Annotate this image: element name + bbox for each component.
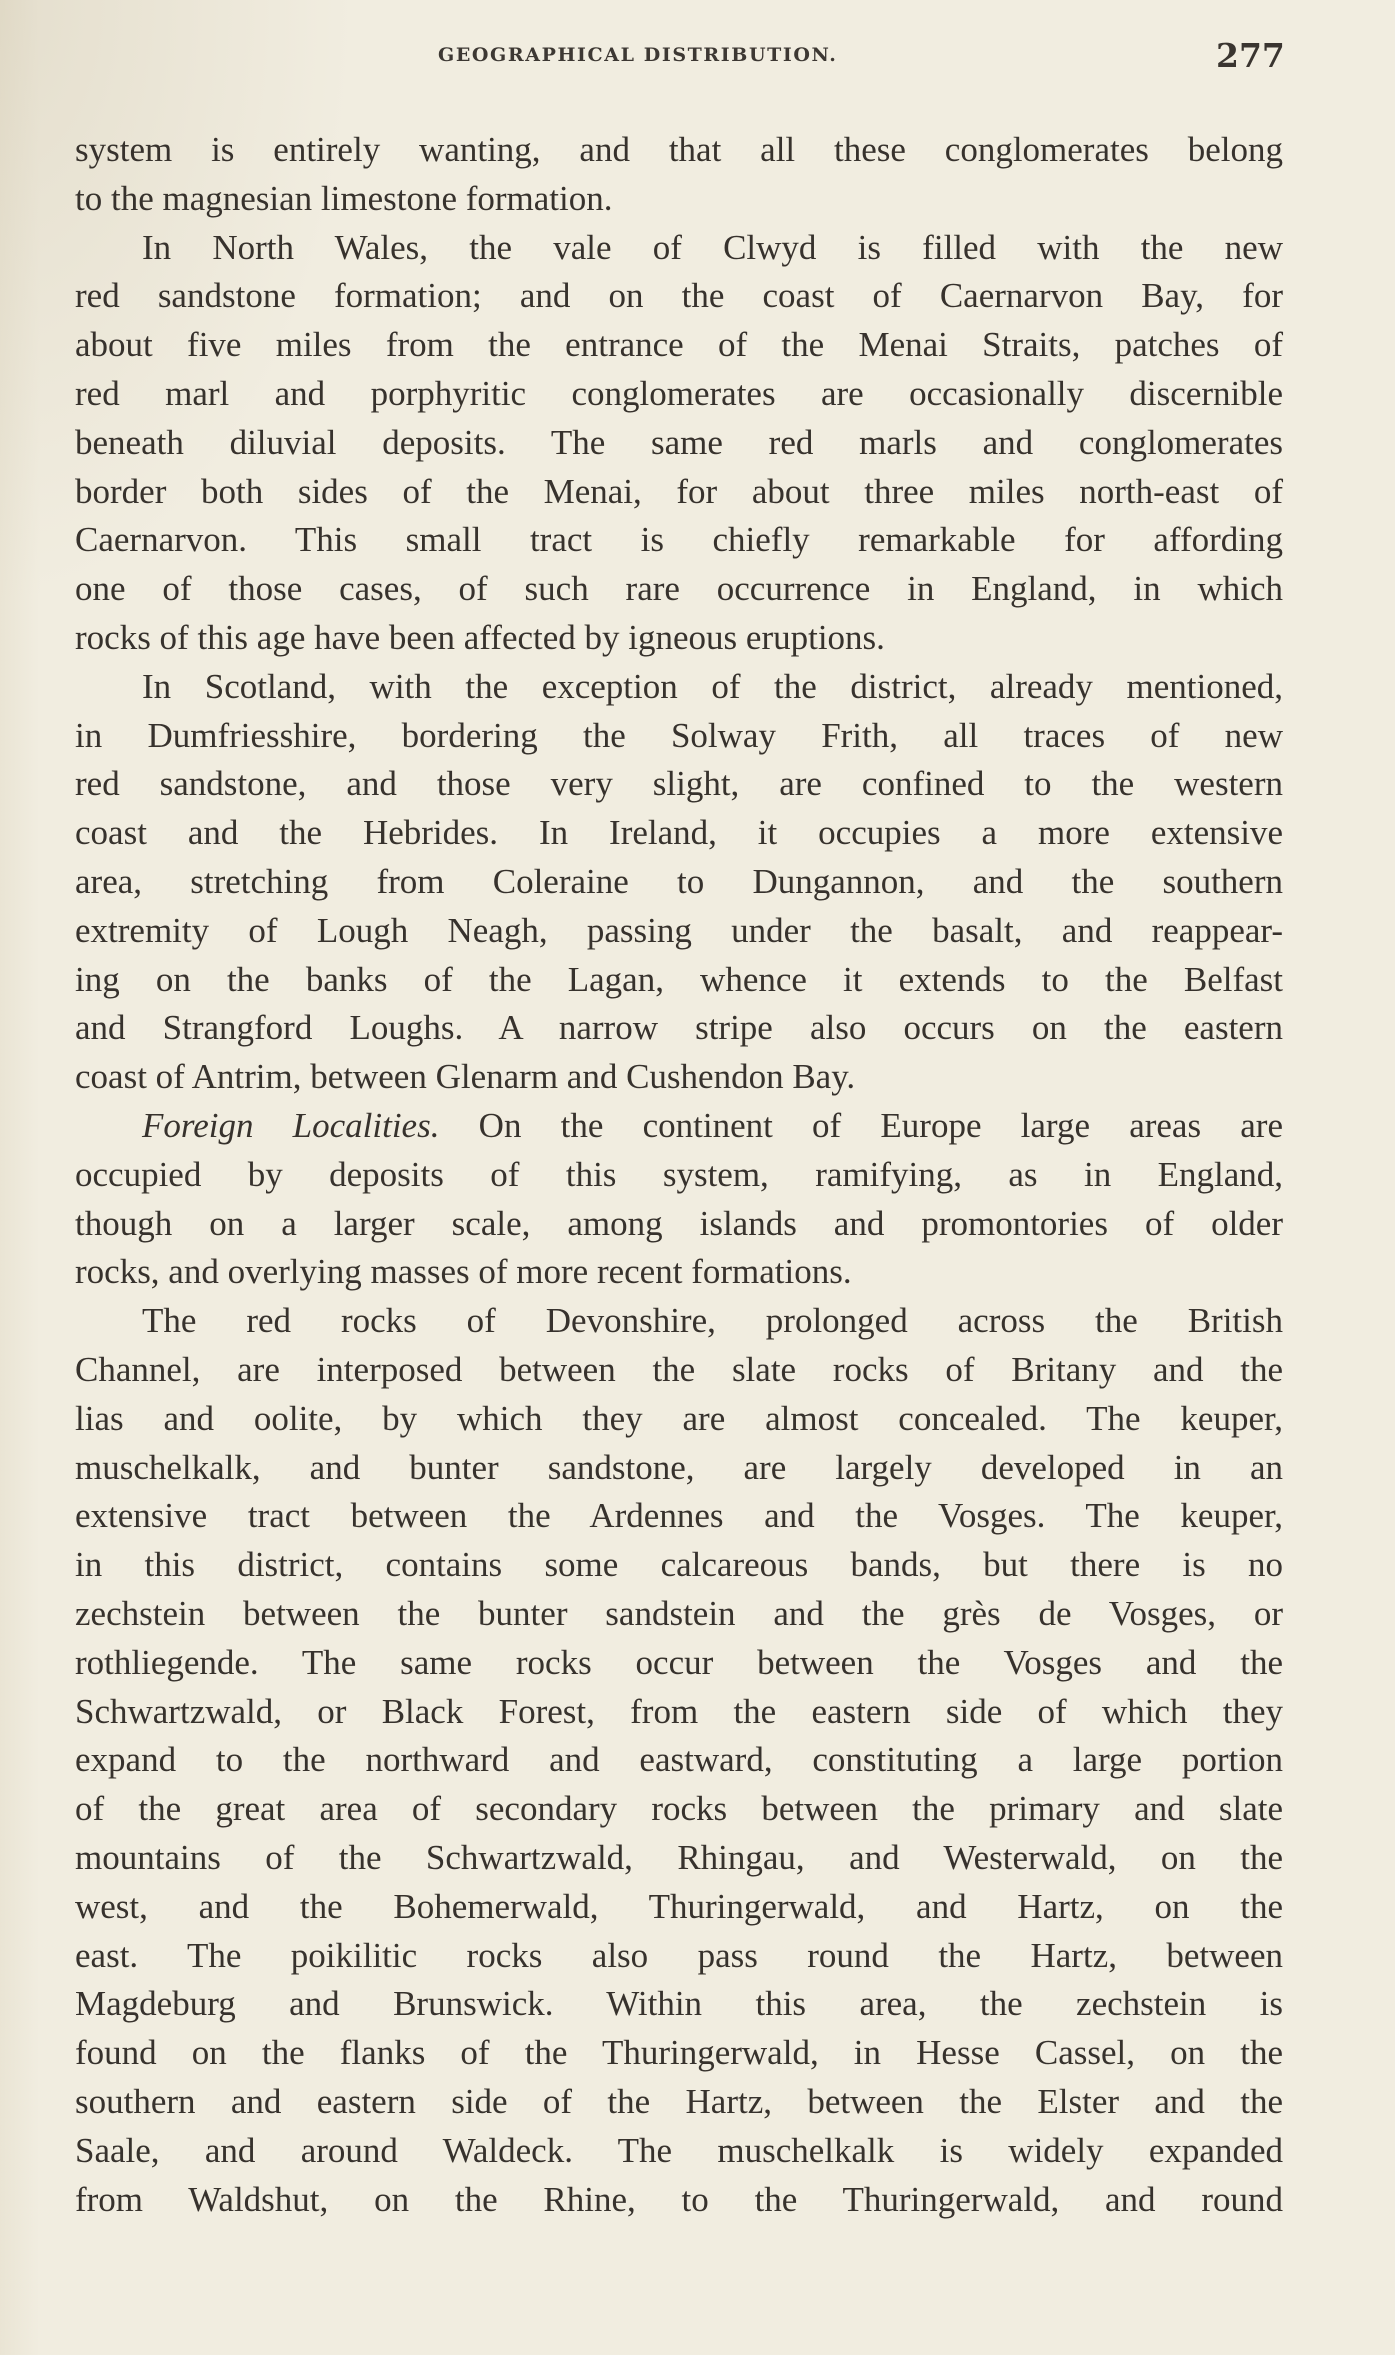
text-line: ing on the banks of the Lagan, whence it extends to the Belfast [75, 959, 1283, 999]
text-line: from Waldshut, on the Rhine, to the Thuringerwald, and round [75, 2179, 1283, 2219]
text-line: extremity of Lough Neagh, passing under the basalt, and reappear- [75, 910, 1283, 950]
text-line: border both sides of the Menai, for about three miles north-east of [75, 471, 1283, 511]
text-line: in Dumfriesshire, bordering the Solway Frith, all traces of new [75, 715, 1283, 755]
text-line: Caernarvon. This small tract is chiefly remarkable for affording [75, 520, 1283, 560]
text-line: southern and eastern side of the Hartz, between the Elster and the [75, 2082, 1283, 2121]
text-line: of the great area of secondary rocks between the primary and slate [75, 1789, 1283, 1829]
text-line: muschelkalk, and bunter sandstone, are largely developed in an [75, 1447, 1283, 1487]
text-line: rothliegende. The same rocks occur between the Vosges and the [75, 1642, 1283, 1682]
text-line: The red rocks of Devonshire, prolonged across the British [142, 1301, 1283, 1341]
text-line: red sandstone formation; and on the coast of Caernarvon Bay, for [75, 276, 1283, 316]
text-line: rocks of this age have been affected by igneous eruptions. [75, 618, 885, 657]
text-line: to the magnesian limestone formation. [75, 178, 613, 218]
text-line: In Scotland, with the exception of the district, already mentioned, [142, 666, 1283, 706]
text-line: system is entirely wanting, and that all these conglomerates belong [75, 130, 1283, 169]
text-line: rocks, and overlying masses of more recent formations. [75, 1252, 852, 1292]
text-line: in this district, contains some calcareous bands, but there is no [75, 1545, 1283, 1585]
line-text: On the continent of Europe large areas are [439, 1106, 1284, 1145]
text-line: mountains of the Schwartzwald, Rhingau, and Westerwald, on the [75, 1838, 1283, 1877]
text-line: extensive tract between the Ardennes and the Vosges. The keuper, [75, 1496, 1283, 1536]
text-line: Schwartzwald, or Black Forest, from the eastern side of which they [75, 1691, 1283, 1731]
text-line: though on a larger scale, among islands and promontories of older [75, 1203, 1283, 1243]
text-line: In North Wales, the vale of Clwyd is filled with the new [142, 227, 1283, 267]
text-line: coast of Antrim, between Glenarm and Cushendon Bay. [75, 1057, 856, 1097]
text-line: Magdeburg and Brunswick. Within this area, the zechstein is [75, 1984, 1283, 2024]
text-line: red sandstone, and those very slight, are confined to the western [75, 764, 1283, 804]
page-number: 277 [1216, 36, 1285, 75]
section-lead-italic: Foreign Localities. [142, 1106, 440, 1145]
text-line: lias and oolite, by which they are almost concealed. The keuper, [75, 1398, 1283, 1438]
text-line [142, 1103, 1283, 1149]
text-line: Saale, and around Waldeck. The muschelkalk is widely expanded [75, 2130, 1283, 2170]
running-head-title: GEOGRAPHICAL DISTRIBUTION. [438, 44, 838, 66]
text-line: west, and the Bohemerwald, Thuringerwald, and Hartz, on the [75, 1886, 1283, 1926]
text-line: and Strangford Loughs. A narrow stripe also occurs on the eastern [75, 1008, 1283, 1048]
text-line: red marl and porphyritic conglomerates are occasionally discernible [75, 374, 1283, 413]
text-line: area, stretching from Coleraine to Dungannon, and the southern [75, 862, 1283, 901]
text-line: one of those cases, of such rare occurrence in England, in which [75, 569, 1283, 609]
text-line: found on the flanks of the Thuringerwald, in Hesse Cassel, on the [75, 2033, 1283, 2073]
text-line: occupied by deposits of this system, ramifying, as in England, [75, 1154, 1283, 1194]
text-line: coast and the Hebrides. In Ireland, it occupies a more extensive [75, 813, 1283, 853]
text-line: beneath diluvial deposits. The same red marls and conglomerates [75, 422, 1283, 462]
text-line: east. The poikilitic rocks also pass round the Hartz, between [75, 1935, 1283, 1975]
text-line: expand to the northward and eastward, constituting a large portion [75, 1740, 1283, 1780]
text-line: Channel, are interposed between the slate rocks of Britany and the [75, 1350, 1283, 1389]
text-line: zechstein between the bunter sandstein and the grès de Vosges, or [75, 1594, 1283, 1633]
text-line: about five miles from the entrance of the Menai Straits, patches of [75, 325, 1283, 365]
